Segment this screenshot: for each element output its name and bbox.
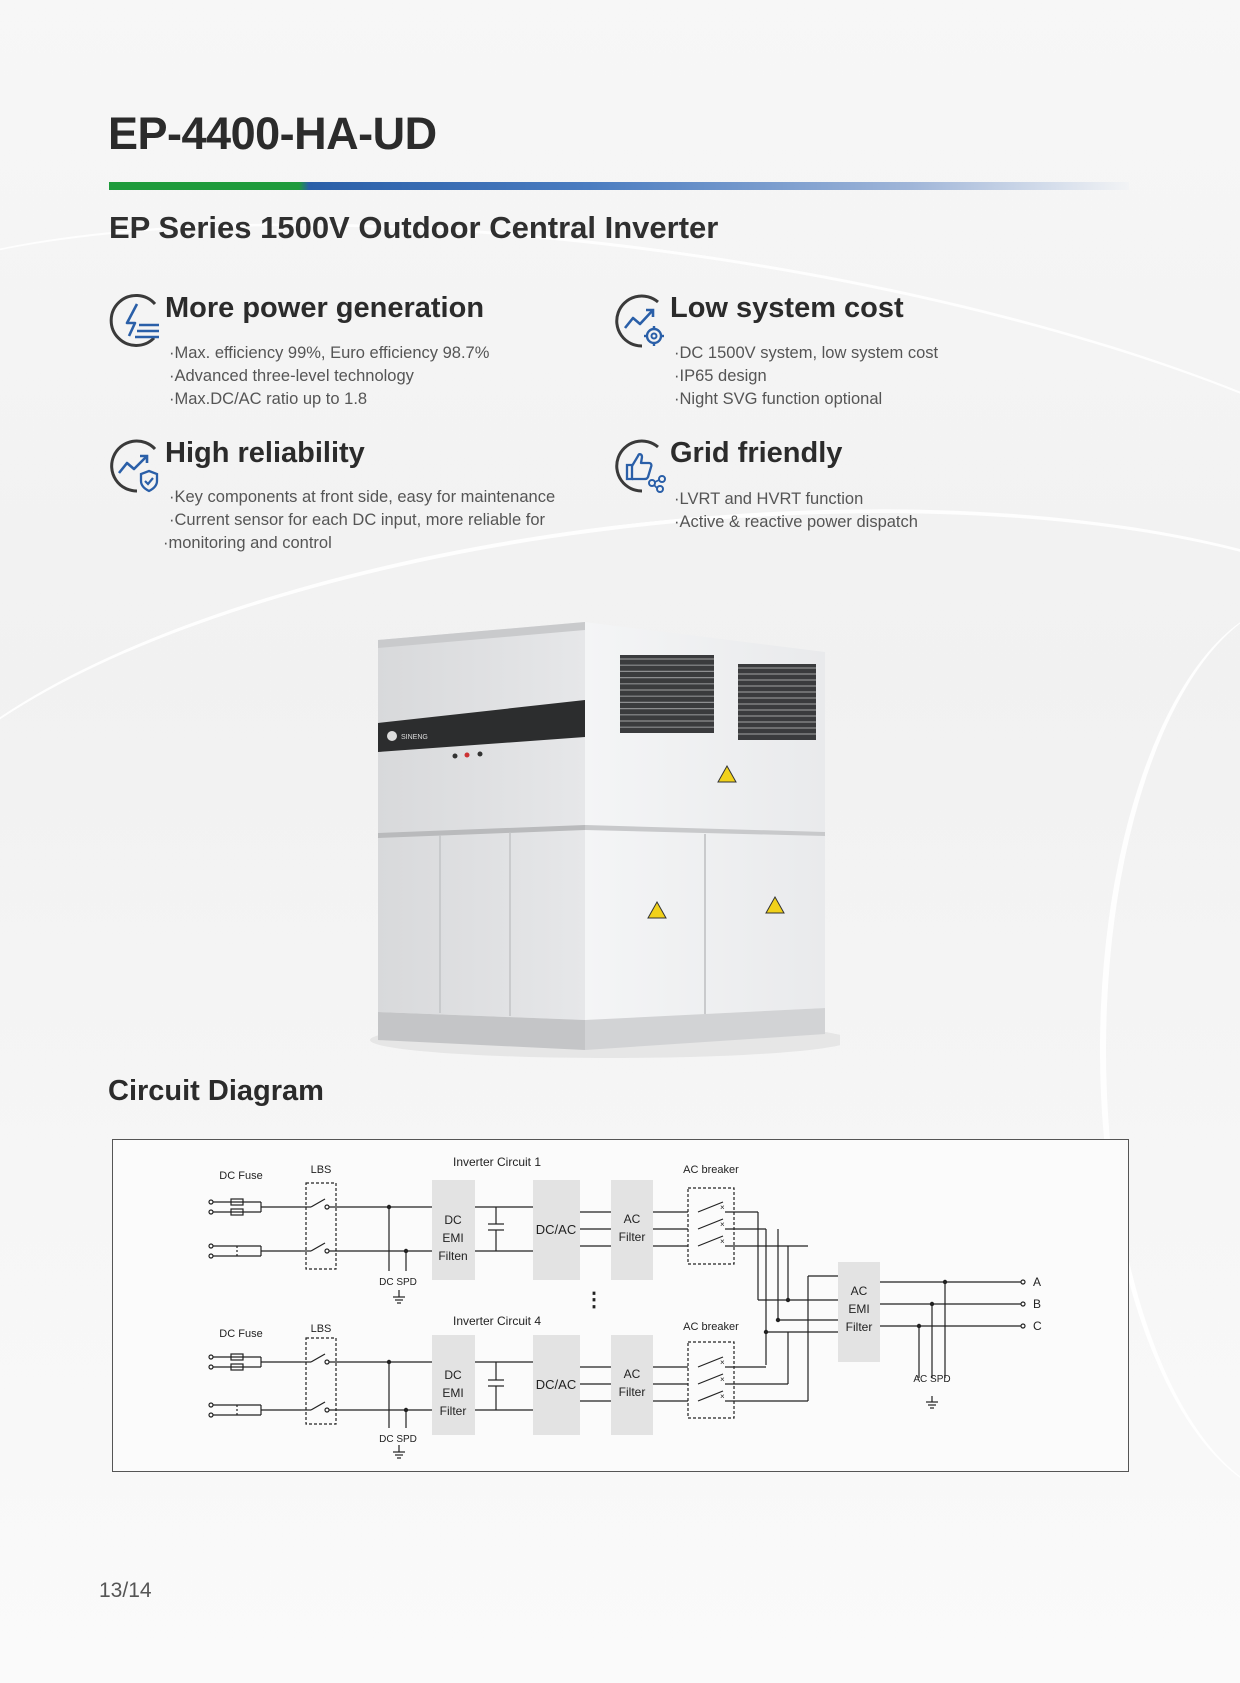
ac-breaker-label: AC breaker: [683, 1164, 739, 1176]
phase-label: A: [1033, 1275, 1042, 1289]
dc-emi-label: Filter: [439, 1404, 467, 1418]
chart-shield-icon: [107, 437, 165, 495]
thumbs-up-network-icon: [612, 437, 670, 495]
circuit-diagram-heading: Circuit Diagram: [108, 1075, 324, 1107]
phase-label: C: [1033, 1319, 1042, 1333]
phase-label: B: [1033, 1297, 1042, 1311]
list-item: · IP65 design: [674, 365, 938, 388]
ellipsis: ⋮: [584, 1289, 604, 1311]
dc-fuse-label: DC Fuse: [219, 1328, 263, 1340]
dc-emi-label: EMI: [442, 1386, 464, 1400]
list-item: · Current sensor for each DC input, more reliable for: [169, 509, 555, 532]
dcac-label: DC/AC: [535, 1377, 577, 1392]
svg-text:×: ×: [720, 1203, 725, 1212]
list-item: · LVRT and HVRT function: [674, 488, 918, 511]
feature-title: Low system cost: [670, 292, 904, 324]
feature-title: Grid friendly: [670, 437, 843, 469]
ac-filter-label: AC: [623, 1367, 641, 1381]
ac-filter-label: Filter: [618, 1385, 646, 1399]
list-item: · Max.DC/AC ratio up to 1.8: [169, 388, 489, 411]
feature-low-cost: [612, 292, 1092, 412]
lightning-efficiency-icon: [107, 292, 165, 350]
dcac-label: DC/AC: [535, 1222, 577, 1237]
circuit-diagram-svg: [113, 1140, 1128, 1471]
dc-emi-label: DC: [444, 1368, 462, 1382]
feature-list: [169, 342, 489, 411]
inverter-circuit-1-label: Inverter Circuit 1: [452, 1155, 542, 1169]
ac-emi-label: AC: [850, 1284, 868, 1298]
ac-spd-label: AC SPD: [913, 1374, 951, 1385]
ac-emi-label: EMI: [848, 1302, 870, 1316]
page-subtitle: EP Series 1500V Outdoor Central Inverter: [109, 210, 719, 245]
list-item: · Advanced three-level technology: [169, 365, 489, 388]
lbs-label: LBS: [310, 1164, 332, 1176]
svg-text:×: ×: [720, 1220, 725, 1229]
feature-list: [169, 486, 555, 555]
svg-text:×: ×: [720, 1237, 725, 1246]
feature-list: [674, 342, 938, 411]
list-item: · DC 1500V system, low system cost: [674, 342, 938, 365]
dc-emi-label: EMI: [442, 1231, 464, 1245]
chart-gear-icon: [612, 292, 670, 350]
brand-logo: SINENG: [401, 734, 428, 741]
ac-filter-label: Filter: [618, 1230, 646, 1244]
svg-text:×: ×: [720, 1358, 725, 1367]
circuit-diagram: [112, 1139, 1129, 1472]
feature-title: More power generation: [165, 292, 485, 324]
feature-high-reliability: [107, 437, 607, 557]
list-item: · Active & reactive power dispatch: [674, 511, 918, 534]
list-item: · Night SVG function optional: [674, 388, 938, 411]
page-title: EP-4400-HA-UD: [108, 108, 437, 159]
dc-fuse-label: DC Fuse: [219, 1170, 263, 1182]
list-item: · monitoring and control: [163, 532, 555, 555]
list-item: · Key components at front side, easy for maintenance: [169, 486, 555, 509]
feature-grid-friendly: [612, 437, 1092, 557]
title-gradient-bar: [109, 182, 1129, 190]
svg-text:×: ×: [720, 1392, 725, 1401]
dc-spd-label: DC SPD: [379, 1277, 417, 1288]
ac-breaker-label: AC breaker: [683, 1321, 739, 1333]
ac-emi-label: Filter: [845, 1320, 873, 1334]
svg-text:×: ×: [720, 1375, 725, 1384]
page-number: 13/14: [99, 1579, 152, 1602]
feature-list: [674, 488, 918, 534]
ac-filter-label: AC: [623, 1212, 641, 1226]
inverter-circuit-4-label: Inverter Circuit 4: [452, 1314, 542, 1328]
dc-spd-label: DC SPD: [379, 1434, 417, 1445]
feature-title: High reliability: [165, 437, 365, 469]
dc-emi-label: Filten: [438, 1249, 468, 1263]
lbs-label: LBS: [310, 1323, 332, 1335]
feature-more-power: [107, 292, 587, 412]
inverter-cabinet-image: [370, 600, 840, 1060]
list-item: · Max. efficiency 99%, Euro efficiency 98.7%: [169, 342, 489, 365]
dc-emi-label: DC: [444, 1213, 462, 1227]
